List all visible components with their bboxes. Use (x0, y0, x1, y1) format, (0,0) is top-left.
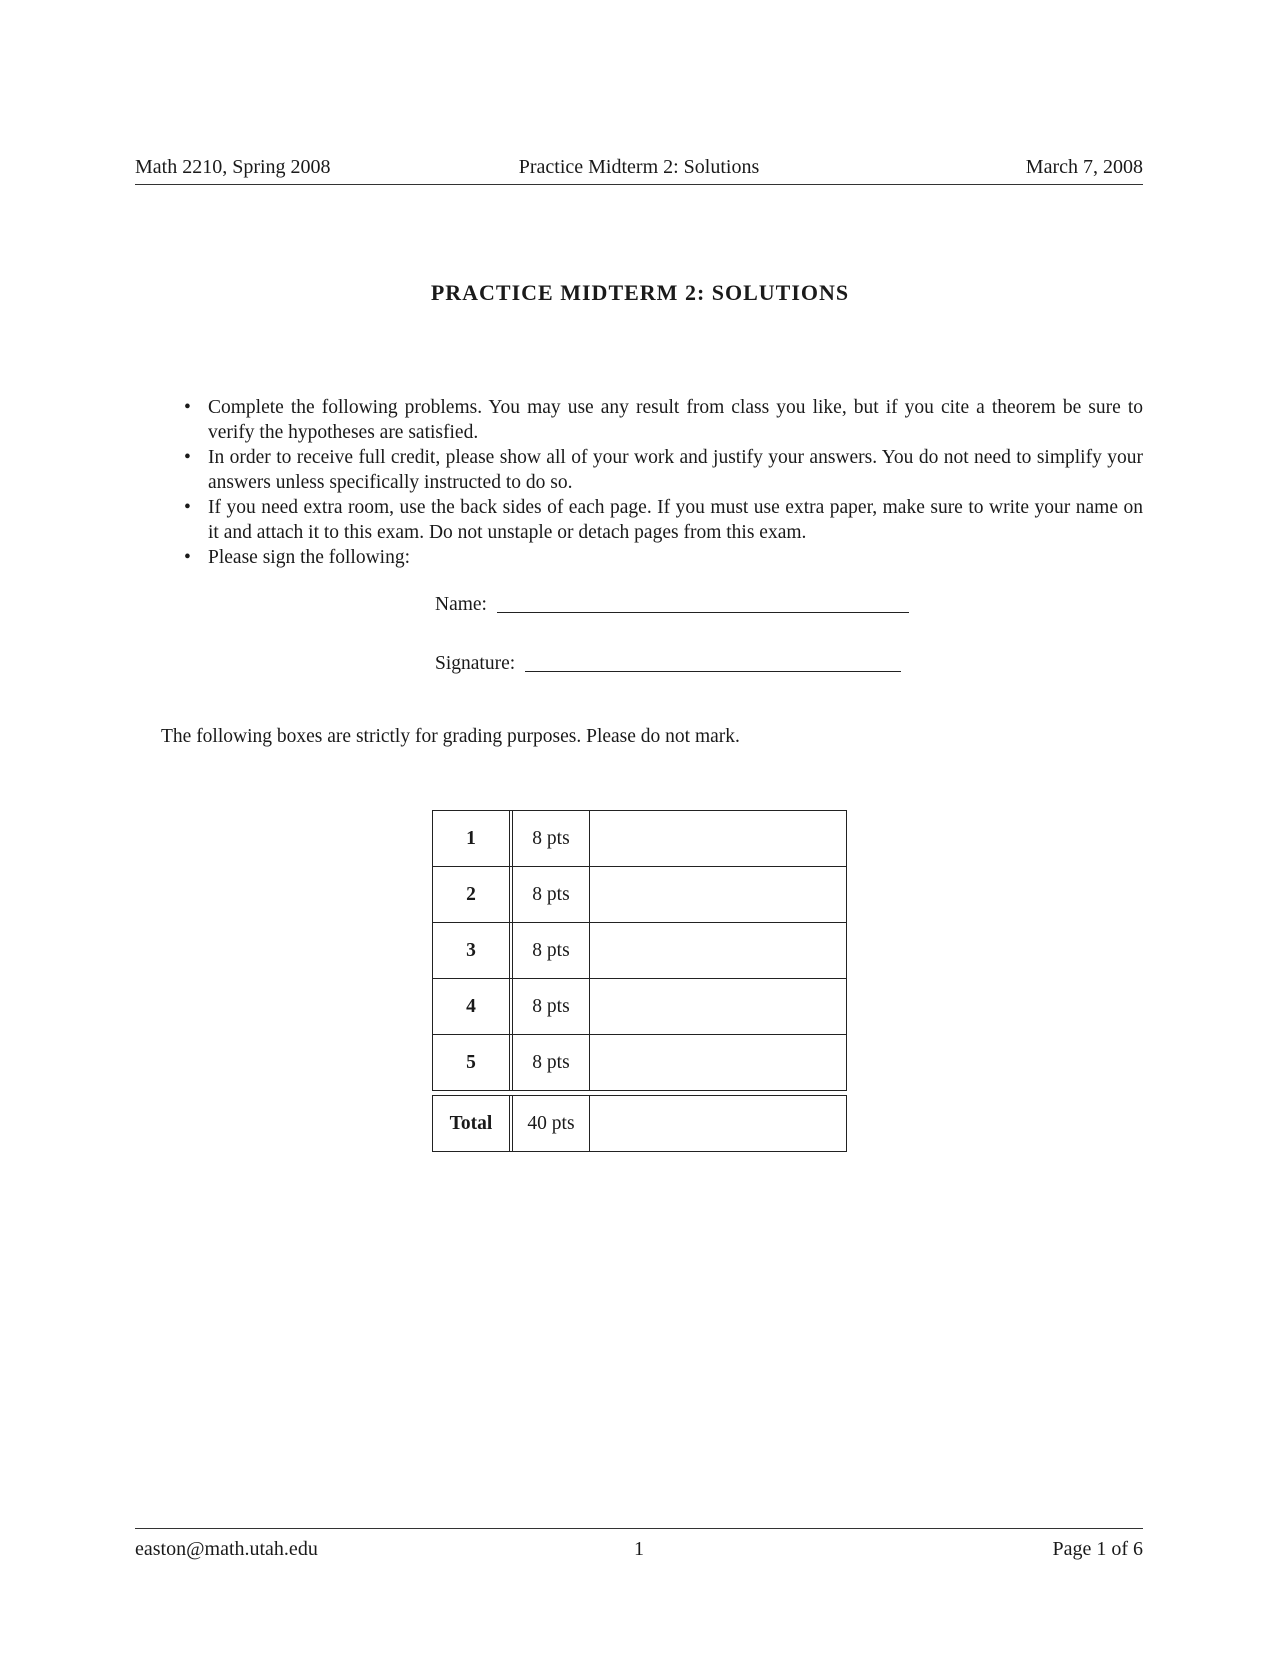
header-date: March 7, 2008 (1025, 156, 1143, 178)
name-label: Name: (435, 594, 487, 615)
page-title: PRACTICE MIDTERM 2: SOLUTIONS (430, 280, 850, 305)
instructions-list (182, 395, 1143, 570)
table-row (433, 922, 846, 978)
problem-number: 2 (433, 867, 513, 922)
instruction-text: In order to receive full credit, please show all of your work and justify your answers. You do not need to simplify your answers unless specifically instructed to do so. (208, 447, 1143, 493)
bullet-icon: • (184, 447, 191, 468)
table-row (433, 866, 846, 922)
grading-note: The following boxes are strictly for grading purposes. Please do not mark. (161, 726, 740, 747)
table-row (433, 811, 846, 866)
bullet-icon: • (184, 397, 191, 418)
header-document-title: Practice Midterm 2: Solutions (518, 156, 760, 178)
problem-number: 4 (433, 979, 513, 1034)
total-row (433, 1096, 846, 1151)
problem-points: 8 pts (513, 811, 590, 866)
bullet-icon: • (184, 547, 191, 568)
problem-number: 5 (433, 1035, 513, 1090)
score-box (590, 811, 846, 866)
problem-points: 8 pts (513, 1035, 590, 1090)
score-box (590, 979, 846, 1034)
total-score-group (432, 1095, 847, 1152)
problem-number: 3 (433, 923, 513, 978)
instruction-item (182, 495, 1143, 545)
total-points: 40 pts (513, 1096, 590, 1151)
grade-table (432, 810, 847, 1152)
page-header (135, 156, 1143, 185)
header-course: Math 2210, Spring 2008 (135, 156, 331, 178)
instruction-item (182, 395, 1143, 445)
signature-blank-line[interactable] (525, 670, 901, 672)
total-label: Total (433, 1096, 513, 1151)
table-row (433, 1034, 846, 1090)
problem-points: 8 pts (513, 923, 590, 978)
signature-field-row (435, 653, 901, 675)
problem-number: 1 (433, 811, 513, 866)
page-footer (135, 1528, 1143, 1569)
footer-email: easton@math.utah.edu (135, 1538, 318, 1560)
total-score-box (590, 1096, 846, 1151)
table-row (433, 978, 846, 1034)
signature-label: Signature: (435, 653, 516, 674)
score-box (590, 923, 846, 978)
instruction-text: If you need extra room, use the back sides of each page. If you must use extra paper, make sure to write your name on it and attach it to this exam. Do not unstaple or detach pages from this exam. (208, 497, 1143, 543)
footer-page-count: Page 1 of 6 (1052, 1538, 1143, 1560)
instruction-item (182, 545, 1143, 570)
problem-points: 8 pts (513, 867, 590, 922)
name-blank-line[interactable] (497, 611, 909, 613)
bullet-icon: • (184, 497, 191, 518)
instruction-item (182, 445, 1143, 495)
instruction-text: Complete the following problems. You may use any result from class you like, but if you cite a theorem be sure to verify the hypotheses are satisfied. (208, 397, 1143, 443)
score-box (590, 867, 846, 922)
name-field-row (435, 594, 909, 616)
score-box (590, 1035, 846, 1090)
instruction-text: Please sign the following: (208, 547, 411, 568)
footer-page-number: 1 (634, 1538, 644, 1560)
problem-points: 8 pts (513, 979, 590, 1034)
problem-scores-group (432, 810, 847, 1091)
